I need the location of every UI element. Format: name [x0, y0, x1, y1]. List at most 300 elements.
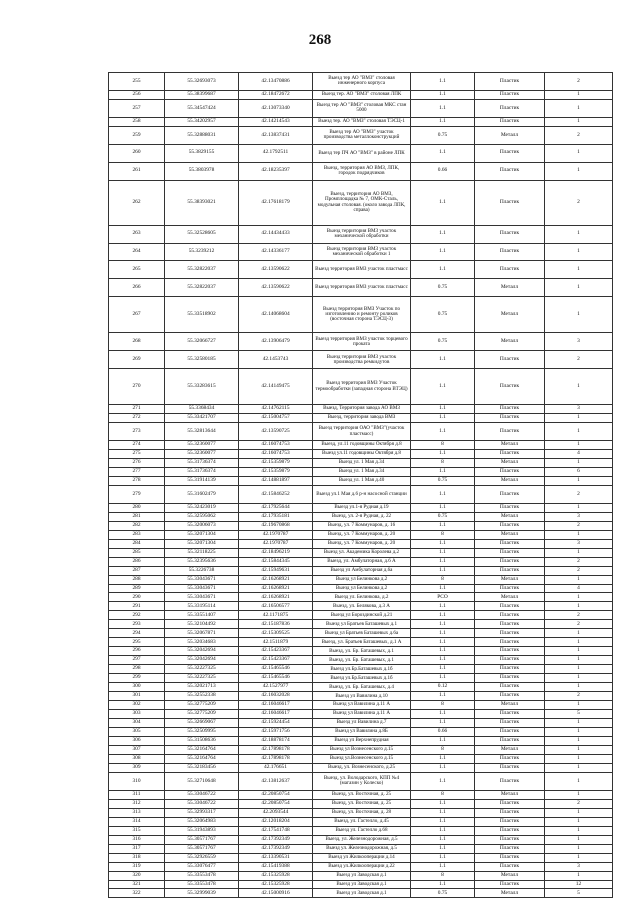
table-row	[109, 736, 613, 745]
container-count-cell: 2	[545, 566, 613, 575]
address-cell: Выезд, ул. 7 Коммунаров, д. 20	[313, 539, 411, 548]
latitude-cell: 55.32183456	[165, 763, 239, 772]
table-row	[109, 701, 613, 710]
container-material-cell: Пластик	[475, 880, 545, 889]
latitude-cell: 55.32775209	[165, 710, 239, 719]
longitude-cell: 42.1970787	[239, 539, 313, 548]
container-count-cell: 1	[545, 423, 613, 441]
container-material-cell: Пластик	[475, 99, 545, 117]
container-volume-cell: 0.12	[411, 683, 475, 692]
latitude-cell: 55.33551407	[165, 611, 239, 620]
table-row	[109, 817, 613, 826]
container-volume-cell: 1.1	[411, 144, 475, 162]
container-count-cell: 2	[545, 126, 613, 144]
row-number-cell: 257	[109, 99, 165, 117]
container-volume-cell: 1.1	[411, 449, 475, 458]
longitude-cell: 42.15465546	[239, 674, 313, 683]
table-row	[109, 333, 613, 351]
container-material-cell: Металл	[475, 530, 545, 539]
container-volume-cell: 1.1	[411, 99, 475, 117]
container-material-cell: Пластик	[475, 620, 545, 629]
address-cell: Выезд территория ВМЗ Участок термообработки (западная сторона ВТЭЦ)	[313, 369, 411, 405]
container-count-cell: 2	[545, 73, 613, 91]
longitude-cell: 42.13470886	[239, 73, 313, 91]
address-cell: Выезд, территория АО ВМЗ, Промплощадка № 7, ОМК-Сталь, модульная столовая. (около завода ЛПК, справа)	[313, 180, 411, 225]
longitude-cell: 42.15325928	[239, 871, 313, 880]
container-volume-cell: 1.1	[411, 584, 475, 593]
container-volume-cell: 1.1	[411, 503, 475, 512]
container-material-cell: Пластик	[475, 584, 545, 593]
container-material-cell: Пластик	[475, 521, 545, 530]
latitude-cell: 55.33553478	[165, 871, 239, 880]
container-material-cell: Пластик	[475, 719, 545, 728]
address-cell: Выезд территория ВМЗ участок механической обработки	[313, 225, 411, 243]
table-row	[109, 521, 613, 530]
latitude-cell: 55.32822037	[165, 279, 239, 297]
row-number-cell: 303	[109, 710, 165, 719]
address-cell: Выезд ул.1-я Рудная д.19	[313, 503, 411, 512]
table-row	[109, 638, 613, 647]
address-cell: Выезд ул Братьев Баташевых д.1	[313, 620, 411, 629]
container-count-cell: 1	[545, 647, 613, 656]
latitude-cell: 55.32227325	[165, 665, 239, 674]
container-count-cell: 1	[545, 736, 613, 745]
container-volume-cell: 1.1	[411, 180, 475, 225]
address-cell: Выезд ул Вавилина д.11 А	[313, 710, 411, 719]
container-count-cell: 1	[545, 844, 613, 853]
table-row	[109, 405, 613, 414]
container-material-cell: Пластик	[475, 674, 545, 683]
row-number-cell: 300	[109, 683, 165, 692]
container-count-cell: 1	[545, 790, 613, 799]
row-number-cell: 272	[109, 414, 165, 423]
longitude-cell: 42.12018204	[239, 817, 313, 826]
container-volume-cell: 1.1	[411, 638, 475, 647]
address-cell: Выезд, ул. Бр. Баташевых, д.4	[313, 683, 411, 692]
container-material-cell: Пластик	[475, 117, 545, 126]
row-number-cell: 305	[109, 728, 165, 737]
container-material-cell: Пластик	[475, 261, 545, 279]
row-number-cell: 273	[109, 423, 165, 441]
container-material-cell: Пластик	[475, 772, 545, 790]
row-number-cell: 293	[109, 620, 165, 629]
container-material-cell: Пластик	[475, 449, 545, 458]
longitude-cell: 42.14336177	[239, 243, 313, 261]
address-cell: Выезд, ул. Восточная, д. 28	[313, 808, 411, 817]
container-volume-cell: 1.1	[411, 647, 475, 656]
longitude-cell: 42.14068604	[239, 297, 313, 333]
row-number-cell: 263	[109, 225, 165, 243]
longitude-cell: 42.18878174	[239, 736, 313, 745]
container-volume-cell: 1.1	[411, 665, 475, 674]
container-material-cell: Пластик	[475, 467, 545, 476]
address-cell: Выезд ул. 1 Мая д.34	[313, 467, 411, 476]
table-row	[109, 629, 613, 638]
address-cell: Выезд ул. Гастелло д.68	[313, 826, 411, 835]
table-row	[109, 880, 613, 889]
latitude-cell: 55.32580185	[165, 351, 239, 369]
container-count-cell: 1	[545, 144, 613, 162]
container-volume-cell: 1.1	[411, 880, 475, 889]
container-material-cell: Пластик	[475, 862, 545, 871]
container-volume-cell: 0.75	[411, 476, 475, 485]
row-number-cell: 275	[109, 449, 165, 458]
address-cell: Выезд ул. 1 Мая д.34	[313, 458, 411, 467]
container-volume-cell: 1.1	[411, 844, 475, 853]
table-row	[109, 351, 613, 369]
address-cell: Выезд ул.1 Мая д.6 р-н насосной станции	[313, 485, 411, 503]
table-row	[109, 225, 613, 243]
container-count-cell: 12	[545, 880, 613, 889]
table-row	[109, 548, 613, 557]
row-number-cell: 302	[109, 701, 165, 710]
container-volume-cell: 1.1	[411, 736, 475, 745]
row-number-cell: 265	[109, 261, 165, 279]
longitude-cell: 42.15004757	[239, 414, 313, 423]
table-row	[109, 297, 613, 333]
address-cell: Выезд территория ВМЗ участок пластмасс	[313, 279, 411, 297]
latitude-cell: 55.31943893	[165, 826, 239, 835]
address-cell: Выезд, территория АО ВМЗ, ЛПК, городок подрядчиков	[313, 162, 411, 180]
address-cell: Выезд, Территория завода АО ВМЗ	[313, 405, 411, 414]
row-number-cell: 255	[109, 73, 165, 91]
table-row	[109, 530, 613, 539]
row-number-cell: 279	[109, 485, 165, 503]
container-volume-cell: 1.1	[411, 629, 475, 638]
address-cell: Выезд ул Братьев Баташевых д.6а	[313, 629, 411, 638]
latitude-cell: 55.3829155	[165, 144, 239, 162]
longitude-cell: 42.15423367	[239, 656, 313, 665]
container-volume-cell: 1.1	[411, 467, 475, 476]
container-count-cell: 1	[545, 575, 613, 584]
latitude-cell: 55.32064983	[165, 817, 239, 826]
container-count-cell: 1	[545, 656, 613, 665]
container-count-cell: 1	[545, 728, 613, 737]
container-material-cell: Металл	[475, 126, 545, 144]
longitude-cell: 42.16074753	[239, 449, 313, 458]
container-count-cell: 1	[545, 297, 613, 333]
container-volume-cell: 1.1	[411, 548, 475, 557]
latitude-cell: 55.33043671	[165, 584, 239, 593]
container-material-cell: Пластик	[475, 566, 545, 575]
row-number-cell: 308	[109, 754, 165, 763]
container-material-cell: Металл	[475, 476, 545, 485]
container-material-cell: Пластик	[475, 817, 545, 826]
container-count-cell: 4	[545, 584, 613, 593]
table-row	[109, 512, 613, 521]
latitude-cell: 55.31914139	[165, 476, 239, 485]
latitude-cell: 55.32042694	[165, 647, 239, 656]
latitude-cell: 55.33553478	[165, 880, 239, 889]
latitude-cell: 55.33076477	[165, 862, 239, 871]
container-count-cell: 1	[545, 530, 613, 539]
longitude-cell: 42.17898178	[239, 745, 313, 754]
container-volume-cell: 1.1	[411, 853, 475, 862]
latitude-cell: 55.32926559	[165, 853, 239, 862]
table-row	[109, 728, 613, 737]
address-cell: Выезд территория ВМЗ участок производства ремкидутов	[313, 351, 411, 369]
address-cell: Выезд, территория завода ВМЗ	[313, 414, 411, 423]
latitude-cell: 55.32042694	[165, 656, 239, 665]
table-row	[109, 180, 613, 225]
latitude-cell: 55.31602479	[165, 485, 239, 503]
latitude-cell: 55.33283615	[165, 369, 239, 405]
longitude-cell: 42.13590725	[239, 423, 313, 441]
latitude-cell: 55.3239212	[165, 243, 239, 261]
longitude-cell: 42.15949631	[239, 566, 313, 575]
row-number-cell: 266	[109, 279, 165, 297]
table-row	[109, 467, 613, 476]
container-count-cell: 2	[545, 799, 613, 808]
container-count-cell: 1	[545, 638, 613, 647]
row-number-cell: 286	[109, 557, 165, 566]
longitude-cell: 42.15846252	[239, 485, 313, 503]
container-count-cell: 2	[545, 557, 613, 566]
address-cell: Выезд ул Верхнепрудная	[313, 736, 411, 745]
container-count-cell: 3	[545, 862, 613, 871]
address-cell: Выезд ул Амбулаторная д.6а	[313, 566, 411, 575]
container-count-cell: 3	[545, 405, 613, 414]
latitude-cell: 55.33043671	[165, 575, 239, 584]
table-row	[109, 279, 613, 297]
container-material-cell: Металл	[475, 458, 545, 467]
container-material-cell: Пластик	[475, 225, 545, 243]
table-row	[109, 485, 613, 503]
longitude-cell: 42.1171875	[239, 611, 313, 620]
address-cell: Выезд ул Вавилина д.7	[313, 719, 411, 728]
container-count-cell: 1	[545, 548, 613, 557]
container-volume-cell: 1.1	[411, 602, 475, 611]
row-number-cell: 260	[109, 144, 165, 162]
container-volume-cell: 0.75	[411, 889, 475, 898]
address-cell: Выезд ул. Белинкова, д.2	[313, 593, 411, 602]
latitude-cell: 55.31736374	[165, 458, 239, 467]
row-number-cell: 267	[109, 297, 165, 333]
table-row	[109, 449, 613, 458]
latitude-cell: 55.32595062	[165, 512, 239, 521]
container-volume-cell: 8	[411, 790, 475, 799]
container-material-cell: Пластик	[475, 728, 545, 737]
table-row	[109, 835, 613, 844]
address-cell: Выезд ул Белинкова д.2	[313, 575, 411, 584]
container-count-cell: 1	[545, 279, 613, 297]
row-number-cell: 284	[109, 539, 165, 548]
table-row	[109, 575, 613, 584]
longitude-cell: 42.15465546	[239, 665, 313, 674]
container-volume-cell: 1.1	[411, 243, 475, 261]
registry-table-body	[109, 73, 613, 898]
table-row	[109, 647, 613, 656]
row-number-cell: 256	[109, 90, 165, 99]
latitude-cell: 55.32360077	[165, 441, 239, 450]
table-row	[109, 674, 613, 683]
address-cell: Выезд ул Вавилина д.11 А	[313, 701, 411, 710]
longitude-cell: 42.18496219	[239, 548, 313, 557]
address-cell: Выезд ул Заводская д.1	[313, 880, 411, 889]
table-row	[109, 503, 613, 512]
longitude-cell: 42.20850754	[239, 799, 313, 808]
container-material-cell: Пластик	[475, 710, 545, 719]
row-number-cell: 307	[109, 745, 165, 754]
latitude-cell: 55.33046722	[165, 799, 239, 808]
container-volume-cell: 0.66	[411, 162, 475, 180]
container-material-cell: Пластик	[475, 754, 545, 763]
container-volume-cell: 1.1	[411, 808, 475, 817]
latitude-cell: 55.32775209	[165, 701, 239, 710]
row-number-cell: 282	[109, 521, 165, 530]
row-number-cell: 277	[109, 467, 165, 476]
latitude-cell: 55.32509995	[165, 728, 239, 737]
row-number-cell: 281	[109, 512, 165, 521]
container-volume-cell: 1.1	[411, 485, 475, 503]
container-material-cell: Пластик	[475, 539, 545, 548]
container-material-cell: Металл	[475, 871, 545, 880]
address-cell: Выезд территория ВМЗ участок пластмасс	[313, 261, 411, 279]
table-row	[109, 754, 613, 763]
address-cell: Выезд территория ВМЗ участок торцевого проката	[313, 333, 411, 351]
address-cell: Выезд ул Белинкова д.2	[313, 584, 411, 593]
address-cell: Выезд, ул. Гастелло, д.45	[313, 817, 411, 826]
longitude-cell: 42.15309525	[239, 629, 313, 638]
container-count-cell: 1	[545, 665, 613, 674]
container-volume-cell: 8	[411, 530, 475, 539]
container-material-cell: Пластик	[475, 736, 545, 745]
container-material-cell: Металл	[475, 575, 545, 584]
container-count-cell: 2	[545, 180, 613, 225]
longitude-cell: 42.15423367	[239, 647, 313, 656]
container-volume-cell: 0.75	[411, 126, 475, 144]
table-row	[109, 423, 613, 441]
address-cell: Выезд территория ВМЗ Участок по изготовлению и ремонту роликов (восточная сторона ТЭСЦ-3)	[313, 297, 411, 333]
longitude-cell: 42.1453743	[239, 351, 313, 369]
container-count-cell: 2	[545, 521, 613, 530]
container-count-cell: 1	[545, 369, 613, 405]
longitude-cell: 42.15325928	[239, 880, 313, 889]
container-material-cell: Пластик	[475, 611, 545, 620]
row-number-cell: 291	[109, 602, 165, 611]
container-volume-cell: 1.1	[411, 754, 475, 763]
table-row	[109, 620, 613, 629]
row-number-cell: 321	[109, 880, 165, 889]
longitude-cell: 42.13073340	[239, 99, 313, 117]
latitude-cell: 55.3226738	[165, 566, 239, 575]
table-row	[109, 745, 613, 754]
address-cell: Выезд ул.11 годовщины Октября д.8	[313, 449, 411, 458]
longitude-cell: 42.13837431	[239, 126, 313, 144]
address-cell: Выезд, ул. Вознесенского, д.25	[313, 763, 411, 772]
container-volume-cell: 0.75	[411, 512, 475, 521]
address-cell: Выезд, ул. Бр. Баташевых, д.1	[313, 647, 411, 656]
latitude-cell: 55.32067871	[165, 629, 239, 638]
longitude-cell: 42.14881897	[239, 476, 313, 485]
latitude-cell: 55.31736374	[165, 467, 239, 476]
table-row	[109, 441, 613, 450]
row-number-cell: 280	[109, 503, 165, 512]
table-row	[109, 889, 613, 898]
row-number-cell: 304	[109, 719, 165, 728]
latitude-cell: 55.32888031	[165, 126, 239, 144]
container-count-cell: 1	[545, 701, 613, 710]
container-count-cell: 1	[545, 261, 613, 279]
container-material-cell: Пластик	[475, 503, 545, 512]
address-cell: Выезд тер. АО "ВМЗ" столовая ЛПК	[313, 90, 411, 99]
table-row	[109, 476, 613, 485]
container-count-cell: 1	[545, 99, 613, 117]
container-volume-cell: 1.1	[411, 405, 475, 414]
container-count-cell: 1	[545, 225, 613, 243]
longitude-cell: 42.17392349	[239, 844, 313, 853]
container-volume-cell: 1.1	[411, 225, 475, 243]
longitude-cell: 42.17935181	[239, 512, 313, 521]
container-material-cell: Пластик	[475, 629, 545, 638]
container-volume-cell: 1.1	[411, 674, 475, 683]
container-volume-cell: 1.1	[411, 90, 475, 99]
row-number-cell: 311	[109, 790, 165, 799]
table-row	[109, 656, 613, 665]
container-volume-cell: 8	[411, 701, 475, 710]
address-cell: Выезд, ул. 2-я Рудная, д. 22	[313, 512, 411, 521]
row-number-cell: 259	[109, 126, 165, 144]
longitude-cell: 42.20850754	[239, 790, 313, 799]
row-number-cell: 306	[109, 736, 165, 745]
latitude-cell: 55.34202957	[165, 117, 239, 126]
address-cell: Выезд ул. 1 Мая д.40	[313, 476, 411, 485]
container-count-cell: 3	[545, 539, 613, 548]
longitude-cell: 42.14762115	[239, 405, 313, 414]
table-row	[109, 566, 613, 575]
address-cell: Выезд ул Вавилина д.8Б	[313, 728, 411, 737]
address-cell: Выезд, ул. Володарского, КПП №4 (магазин у Колеско)	[313, 772, 411, 790]
latitude-cell: 55.32552338	[165, 692, 239, 701]
container-volume-cell: 1.1	[411, 557, 475, 566]
container-count-cell: 1	[545, 476, 613, 485]
latitude-cell: 55.33518902	[165, 297, 239, 333]
table-row	[109, 853, 613, 862]
container-material-cell: Пластик	[475, 692, 545, 701]
container-count-cell: 1	[545, 602, 613, 611]
container-count-cell: 3	[545, 512, 613, 521]
container-count-cell: 2	[545, 692, 613, 701]
longitude-cell: 42.15187836	[239, 620, 313, 629]
longitude-cell: 42.14214543	[239, 117, 313, 126]
longitude-cell: 42.15924454	[239, 719, 313, 728]
longitude-cell: 42.2093544	[239, 808, 313, 817]
container-volume-cell: 1.1	[411, 710, 475, 719]
container-count-cell: 2	[545, 611, 613, 620]
longitude-cell: 42.16506577	[239, 602, 313, 611]
row-number-cell: 318	[109, 853, 165, 862]
longitude-cell: 42.18472672	[239, 90, 313, 99]
table-row	[109, 126, 613, 144]
latitude-cell: 55.32999039	[165, 889, 239, 898]
container-volume-cell: 1.1	[411, 692, 475, 701]
latitude-cell: 55.32693073	[165, 73, 239, 91]
latitude-cell: 55.32034683	[165, 638, 239, 647]
table-row	[109, 871, 613, 880]
latitude-cell: 55.30571767	[165, 835, 239, 844]
table-row	[109, 763, 613, 772]
latitude-cell: 55.32423019	[165, 503, 239, 512]
table-row	[109, 584, 613, 593]
row-number-cell: 269	[109, 351, 165, 369]
row-number-cell: 264	[109, 243, 165, 261]
longitude-cell: 42.17392349	[239, 835, 313, 844]
address-cell: Выезд ул Заводская д.1	[313, 889, 411, 898]
address-cell: Выезд тер. АО "ВМЗ" столовая ТЭСЦ-1	[313, 117, 411, 126]
container-count-cell: 1	[545, 90, 613, 99]
container-material-cell: Пластик	[475, 369, 545, 405]
longitude-cell: 42.15000916	[239, 889, 313, 898]
